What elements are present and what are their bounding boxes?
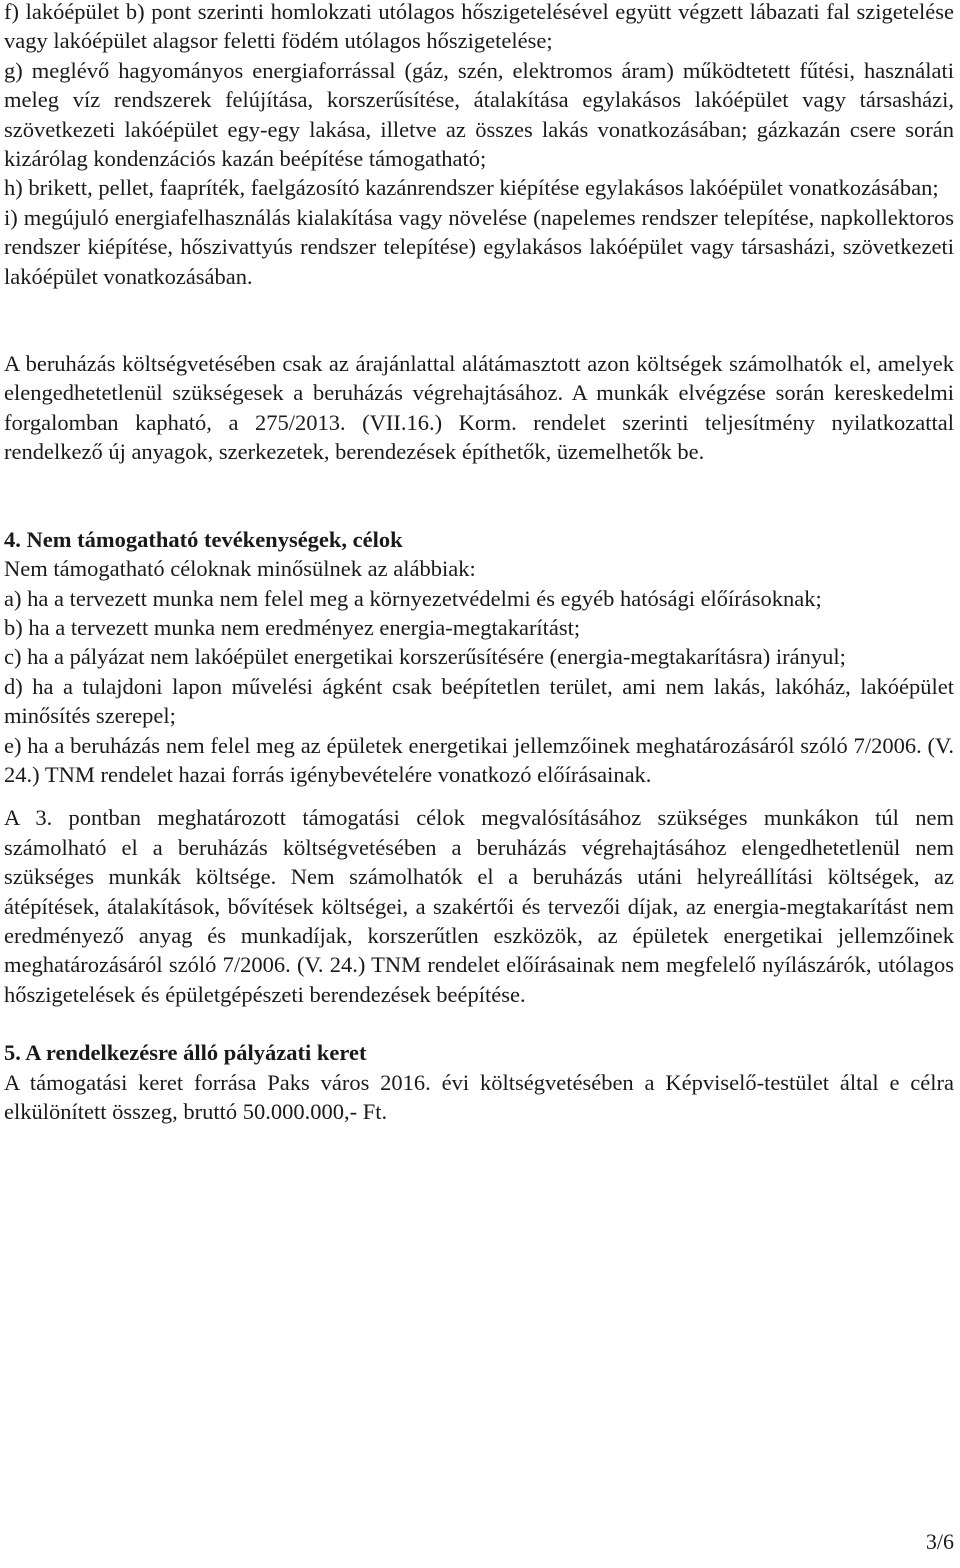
spacer [4,789,954,803]
document-page [4,0,954,1126]
spacer [4,291,954,349]
section-5-text: A támogatási keret forrása Paks város 2016. évi költségvetésében a Képviselő-testület által e célra elkülönített összeg, bruttó 50.000.000,- Ft. [4,1069,954,1124]
section-4-heading: 4. Nem támogatható tevékenységek, célok [4,526,403,552]
list-item-i: i) megújuló energiafelhasználás kialakítása vagy növelése (napelemes rendszer telepítése, napkollektoros rendszer kiépítése, hőszivattyús rendszer telepítése) egylakásos lakóépület vagy társasházi, szövetkezeti lakóépület vonatkozásában. [4,204,954,289]
spacer [4,1009,954,1038]
section-4-item-b: b) ha a tervezett munka nem eredményez energia-megtakarítást; [4,614,581,640]
spacer [4,467,954,525]
list-item-g: g) meglévő hagyományos energiaforrással (gáz, szén, elektromos áram) működtetett fűtési, használati meleg víz rendszerek felújítása, korszerűsítése, átalakítása egylakásos lakóépület vagy társasházi, szövetkezeti lakóépület egy-egy lakása, illetve az összes lakás vonatkozásában; gázkazán csere során kizárólag kondenzációs kazán beépítése támogatható; [4,57,954,172]
list-item-f: f) lakóépület b) pont szerinti homlokzati utólagos hőszigetelésével együtt végzett lábazati fal szigetelése vagy lakóépület alagsor feletti födém utólagos hőszigetelése; [4,0,954,54]
section-4-item-a: a) ha a tervezett munka nem felel meg a környezetvédelmi és egyéb hatósági előírásoknak; [4,585,822,611]
section-4-item-d: d) ha a tulajdoni lapon művelési ágként csak beépítetlen terület, ami nem lakás, lakóház, lakóépület minősítés szerepel; [4,673,954,729]
list-item-h: h) brikett, pellet, faapríték, faelgázosító kazánrendszer kiépítése egylakásos lakóépület vonatkozásában; [4,175,939,201]
page-number: 3/6 [925,1529,954,1554]
section-4-item-c: c) ha a pályázat nem lakóépület energetikai korszerűsítésére (energia-megtakarításra) irányul; [4,644,846,670]
section-4-intro: Nem támogatható céloknak minősülnek az alábbiak: [4,556,476,582]
budget-paragraph: A beruházás költségvetésében csak az árajánlattal alátámasztott azon költségek számolhatók el, amelyek elengedhetetlenül szükségesek a beruházás végrehajtásához. A munkák elvégzése során kereskedelmi forgalomban kapható, a 275/2013. (VII.16.) Korm. rendelet szerinti teljesítmény nyilatkozattal rendelkező új anyagok, szerkezetek, berendezések építhetők, üzemelhetők be. [4,351,954,465]
section-5-heading: 5. A rendelkezésre álló pályázati keret [4,1040,367,1066]
section-4-closing: A 3. pontban meghatározott támogatási célok megvalósításához szükséges munkákon túl nem számolható el a beruházás költségvetésében a beruházás végrehajtásához elengedhetetlenül nem szükséges munkák költsége. Nem számolhatók el a beruházás utáni helyreállítási költségek, az átépítések, átalakítások, bővítések költségei, a szakértői és tervezői díjak, az energia-megtakarítást nem eredményező anyag és munkadíjak, korszerűtlen eszközök, az épületek energetikai jellemzőinek meghatározásáról szóló 7/2006. (V. 24.) TNM rendelet előírásainak nem megfelelő nyílászárók, utólagos hőszigetelések és épületgépészeti berendezések beépítése. [4,805,954,1007]
section-4-item-e: e) ha a beruházás nem felel meg az épületek energetikai jellemzőinek meghatározásáról szóló 7/2006. (V. 24.) TNM rendelet hazai forrás igénybevételére vonatkozó előírásainak. [4,732,954,787]
